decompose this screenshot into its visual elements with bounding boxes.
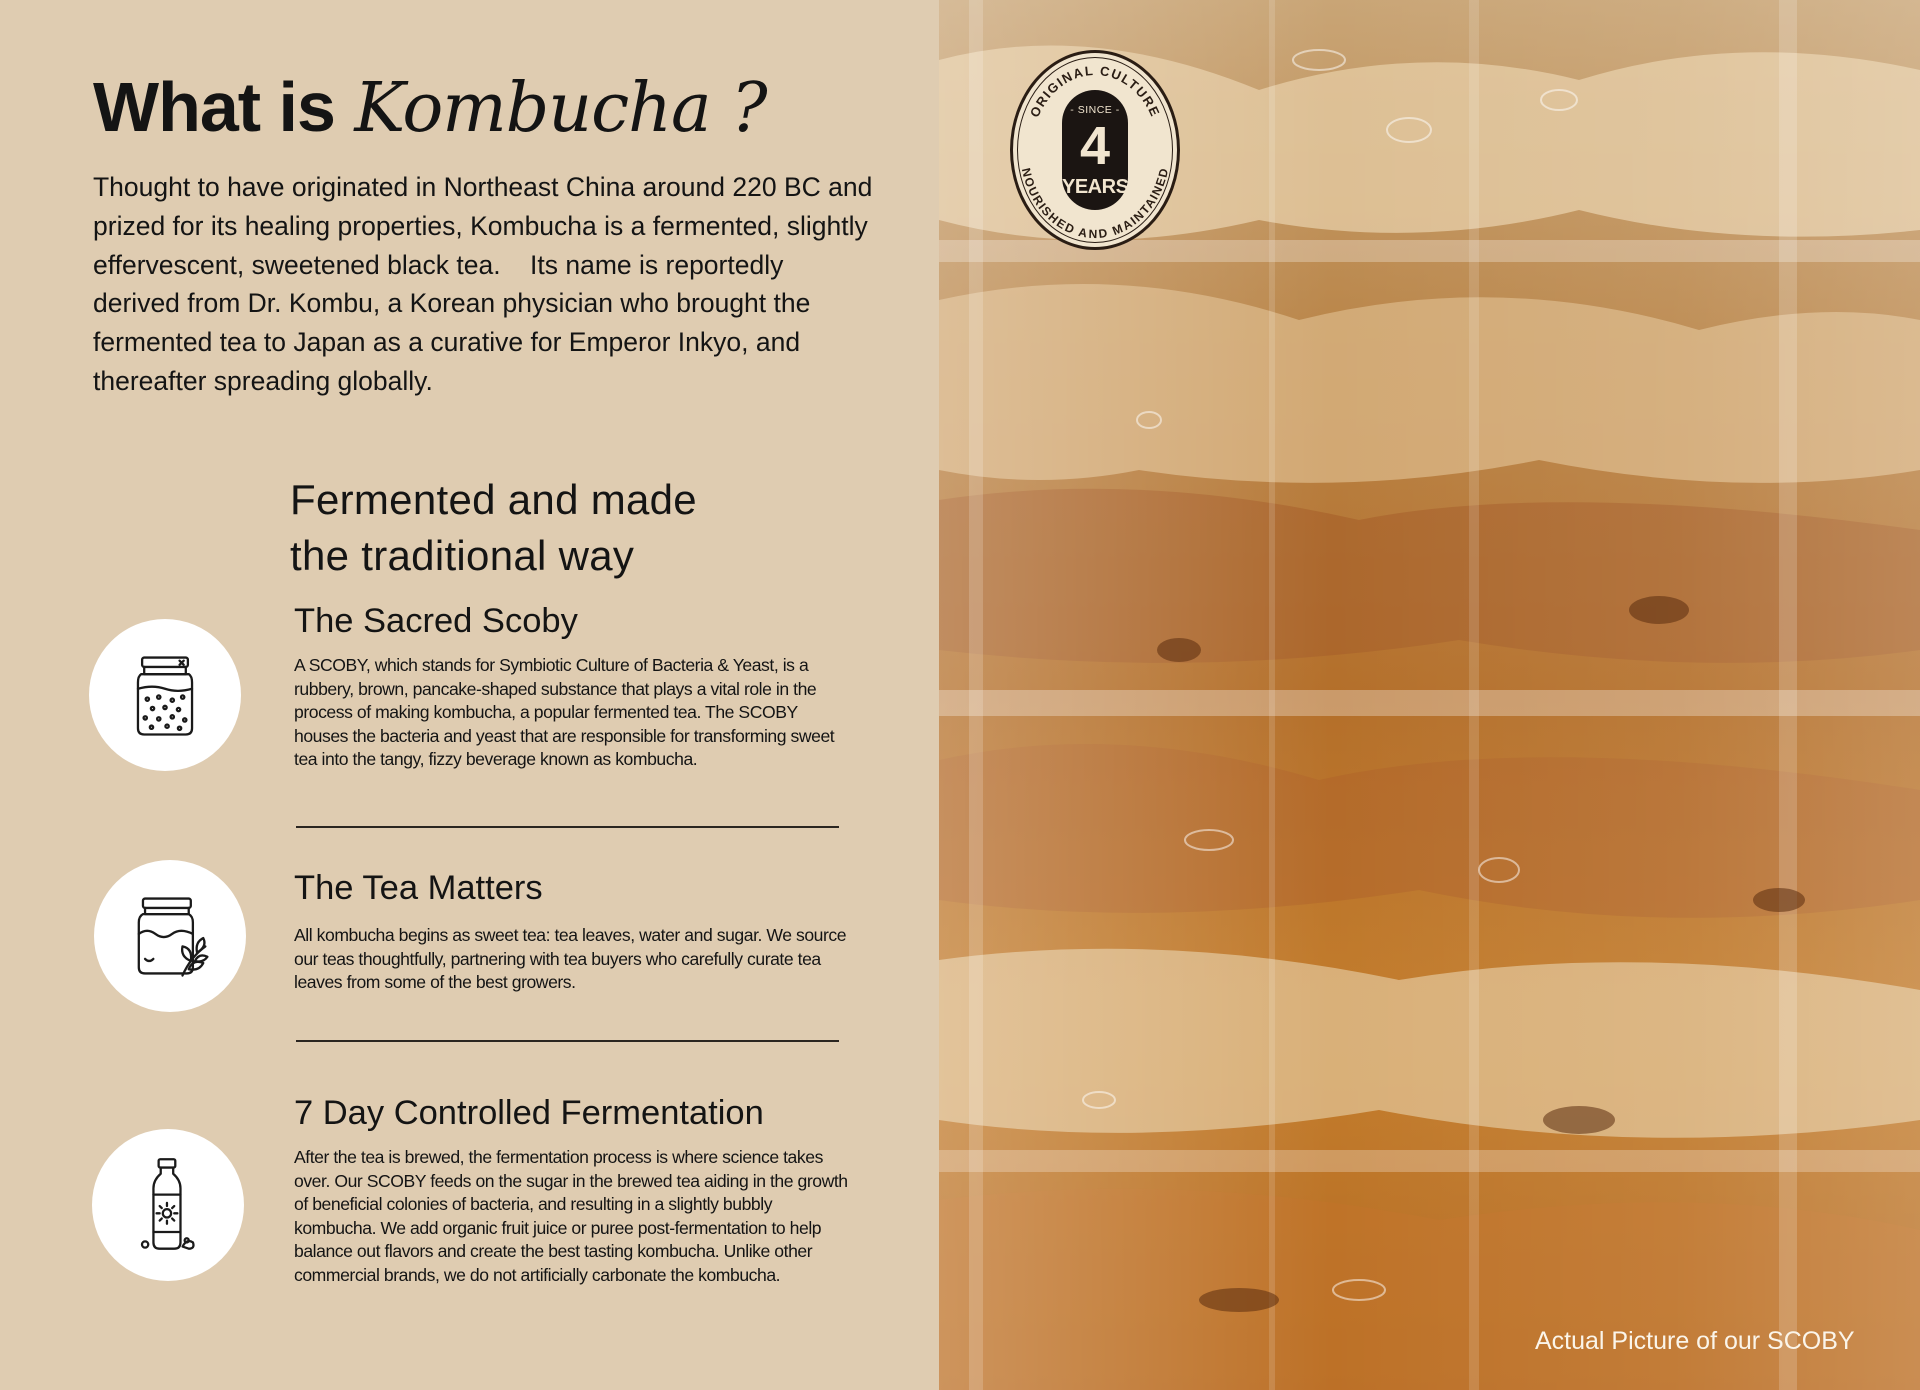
since-badge <box>1010 50 1180 250</box>
scoby-icon-circle <box>89 619 241 771</box>
page-title <box>93 62 767 154</box>
badge-arc-bottom: NOURISHED AND MAINTAINED <box>1018 166 1172 242</box>
badge-since: - SINCE - <box>1070 104 1120 116</box>
intro-paragraph: Thought to have originated in Northeast China around 220 BC and prized for its healing properties, Kombucha is a fermented, slightly effervescent, sweetened black tea. Its name is reportedly derived from Dr. Kombu, a Korean physician who brought the fermented tea to Japan as a curative for Emperor Inkyo, and thereafter spreading globally. <box>93 172 880 396</box>
title-plain: What is <box>93 68 335 146</box>
bottle-icon <box>116 1153 220 1257</box>
photo-caption: Actual Picture of our SCOBY <box>1535 1327 1855 1355</box>
badge-core <box>1062 90 1128 210</box>
jar-icon <box>113 643 217 747</box>
feature-title-scoby: The Sacred Scoby <box>294 602 578 640</box>
section-heading <box>290 472 790 584</box>
jar-with-tea-leaves-icon <box>118 884 222 988</box>
badge-unit: YEARS <box>1062 176 1129 198</box>
divider <box>296 1040 839 1042</box>
fermentation-icon-circle <box>92 1129 244 1281</box>
info-panel <box>0 0 939 1390</box>
section-heading-line1: Fermented and made <box>290 476 697 523</box>
title-italic: Kombucha ? <box>354 69 767 148</box>
badge-arc-top: ORIGINAL CULTURE <box>1026 62 1164 120</box>
feature-text-fermentation: After the tea is brewed, the fermentation process is where science takes over. Our SCOBY feeds on the sugar in the brewed tea aiding in the growth of beneficial colonies of bacteria, and resulting in a slightly bubbly kombucha. We add organic fruit juice or puree post-fermentation to help balance out flavors and create the best tasting kombucha. Unlike other commercial brands, we do not artificially carbonate the kombucha. <box>294 1147 848 1285</box>
feature-title-fermentation: 7 Day Controlled Fermentation <box>294 1094 764 1132</box>
feature-title-tea: The Tea Matters <box>294 869 543 907</box>
section-heading-line2: the traditional way <box>290 532 635 579</box>
badge-number: 4 <box>1079 116 1111 176</box>
feature-text-tea: All kombucha begins as sweet tea: tea leaves, water and sugar. We source our teas thoughtfully, partnering with tea buyers who carefully curate tea leaves from some of the best growers. <box>294 925 847 993</box>
feature-text-scoby: A SCOBY, which stands for Symbiotic Culture of Bacteria & Yeast, is a rubbery, brown, pancake-shaped substance that plays a vital role in the process of making kombucha, a popular fermented tea. The SCOBY houses the bacteria and yeast that are responsible for transforming sweet tea into the tangy, fizzy beverage known as kombucha. <box>294 655 835 770</box>
divider <box>296 826 839 828</box>
tea-icon-circle <box>94 860 246 1012</box>
